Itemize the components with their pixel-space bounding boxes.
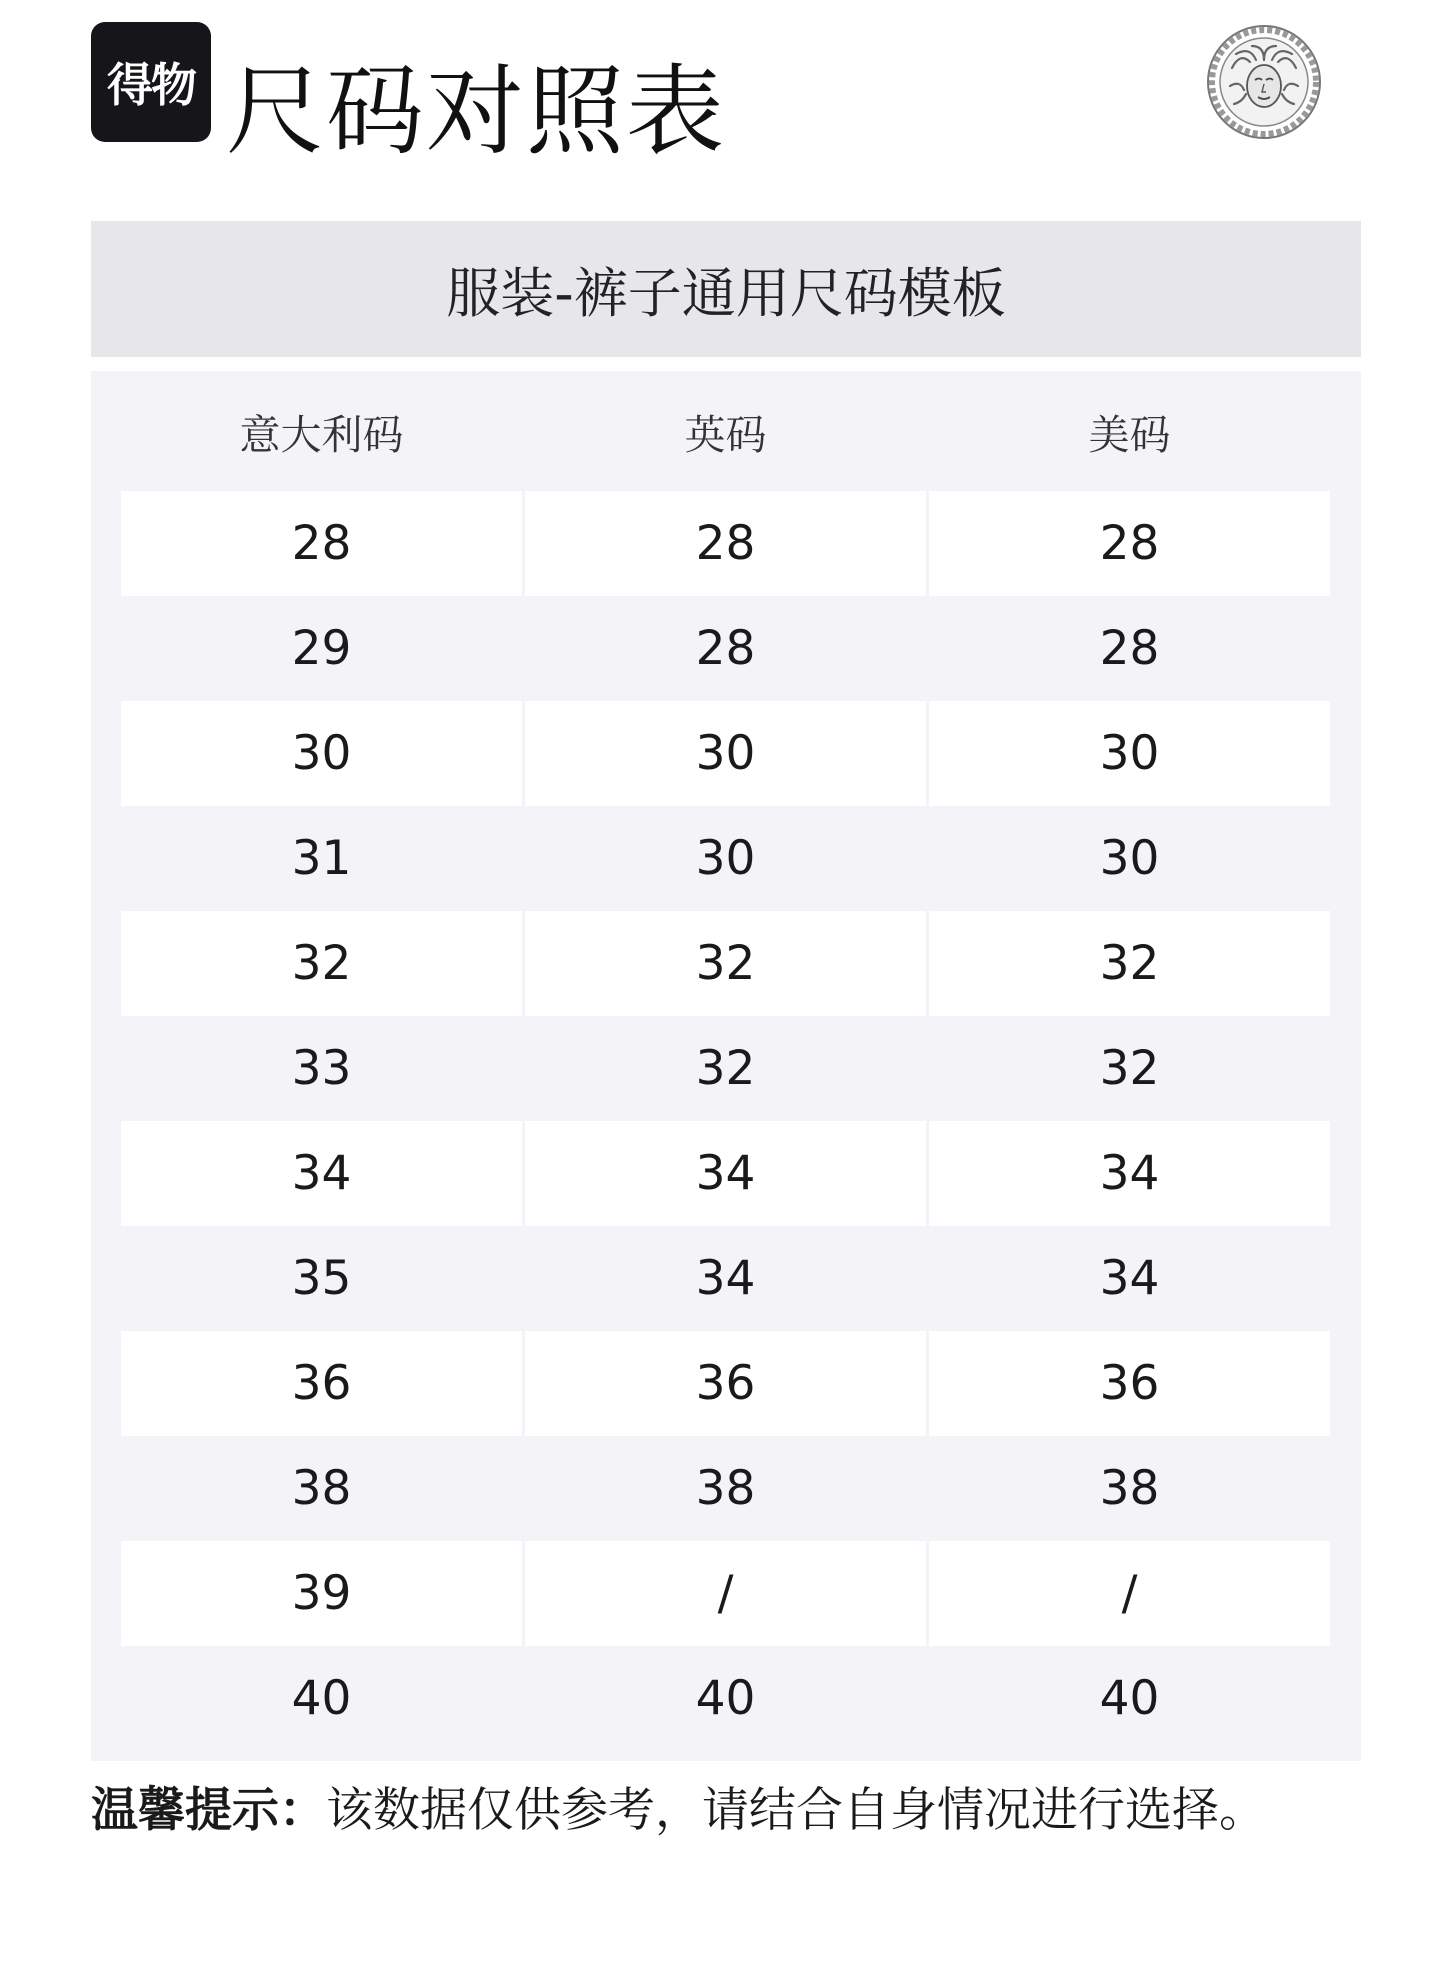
brand-logo-text: 得物: [107, 58, 195, 112]
table-header: [91, 371, 1361, 491]
tip-text: 该数据仅供参考，请结合自身情况进行选择。: [326, 1783, 1266, 1838]
table-cell: 33: [291, 1041, 352, 1096]
table-cell: 28: [121, 491, 522, 596]
table-cell: 30: [929, 701, 1330, 806]
table-cell: 31: [291, 831, 352, 886]
brand-logo: [91, 22, 211, 142]
table-cell: 28: [1099, 621, 1160, 676]
table-cell: 28: [929, 491, 1330, 596]
table-cell: 34: [695, 1251, 756, 1306]
table-cell: 34: [121, 1121, 522, 1226]
table-cell: 29: [291, 621, 352, 676]
page-title: 尺码对照表: [226, 55, 727, 169]
table-cell: 30: [525, 701, 926, 806]
table-cell: 36: [929, 1331, 1330, 1436]
table-row: [121, 1646, 1330, 1751]
tip-note: [91, 1776, 1266, 1846]
table-cell: 32: [695, 1041, 756, 1096]
table-cell: 30: [695, 831, 756, 886]
table-cell: 36: [121, 1331, 522, 1436]
table-cell: 34: [1099, 1251, 1160, 1306]
table-cell: 30: [121, 701, 522, 806]
table-row: [121, 1016, 1330, 1121]
table-cell: /: [525, 1541, 926, 1646]
table-cell: 32: [121, 911, 522, 1016]
table-cell: 40: [1099, 1671, 1160, 1726]
table-cell: 39: [121, 1541, 522, 1646]
table-row: [121, 1121, 1330, 1226]
table-row: [121, 596, 1330, 701]
table-cell: 40: [291, 1671, 352, 1726]
column-header-us: 美码: [1088, 410, 1171, 459]
table-row: [121, 1541, 1330, 1646]
table-cell: /: [929, 1541, 1330, 1646]
table-cell: 32: [929, 911, 1330, 1016]
table-cell: 34: [525, 1121, 926, 1226]
table-row: [121, 701, 1330, 806]
table-row: [121, 1436, 1330, 1541]
table-cell: 32: [525, 911, 926, 1016]
size-table: [91, 371, 1361, 1761]
table-cell: 28: [695, 621, 756, 676]
table-row: [121, 806, 1330, 911]
table-cell: 32: [1099, 1041, 1160, 1096]
table-cell: 38: [1099, 1461, 1160, 1516]
column-header-uk: 英码: [684, 410, 767, 459]
table-cell: 40: [695, 1671, 756, 1726]
table-row: [121, 911, 1330, 1016]
table-cell: 36: [525, 1331, 926, 1436]
medusa-emblem-icon: [1206, 24, 1322, 140]
table-cell: 38: [291, 1461, 352, 1516]
column-header-italy: 意大利码: [239, 410, 404, 459]
table-row: [121, 1331, 1330, 1436]
table-cell: 35: [291, 1251, 352, 1306]
table-cell: 30: [1099, 831, 1160, 886]
table-cell: 38: [695, 1461, 756, 1516]
table-cell: 28: [525, 491, 926, 596]
tip-label: 温馨提示：: [91, 1783, 326, 1838]
table-cell: 34: [929, 1121, 1330, 1226]
table-row: [121, 1226, 1330, 1331]
table-row: [121, 491, 1330, 596]
chart-subtitle: 服装-裤子通用尺码模板: [91, 221, 1361, 357]
